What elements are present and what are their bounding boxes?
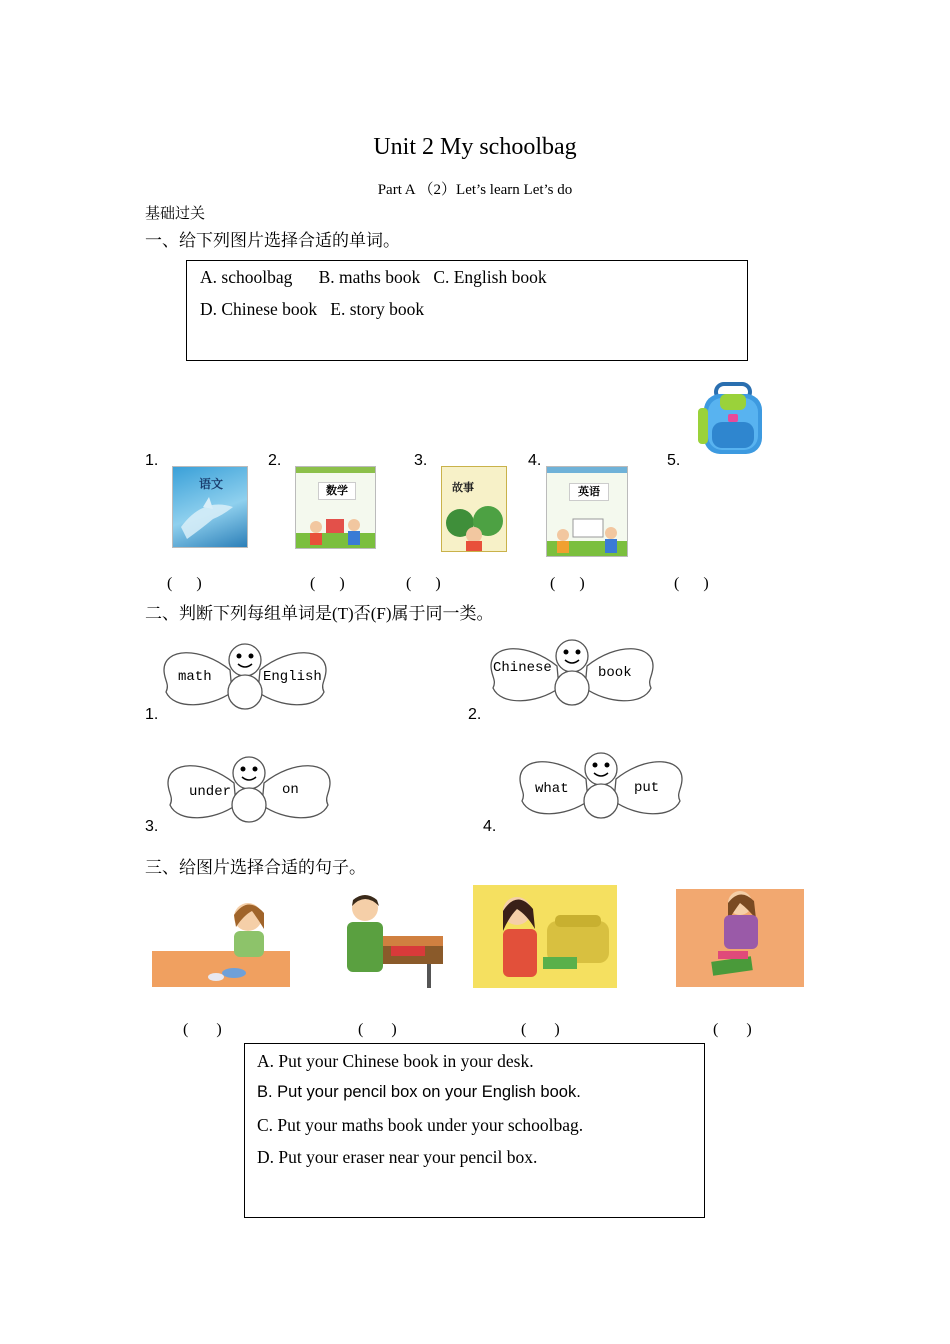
word-options-line-2: D. Chinese book E. story book — [200, 299, 425, 319]
chinese-book-label: 语文 — [199, 477, 224, 491]
pair-number-3: 3. — [145, 818, 159, 835]
english-book-image — [546, 466, 628, 557]
boy-desk-picture — [327, 892, 447, 988]
children-illustration — [296, 501, 376, 549]
pair-4-right-word: put — [634, 780, 660, 796]
pair-1-right-word: English — [263, 669, 322, 685]
pair-3-left-word: under — [189, 784, 232, 800]
butterfly-1 — [160, 640, 330, 714]
answer-blank-5[interactable]: ( ) — [674, 575, 709, 592]
butterfly-3 — [164, 753, 334, 827]
section-3-heading: 三、给图片选择合适的句子。 — [145, 858, 366, 877]
pair-number-4: 4. — [483, 818, 497, 835]
item-number-1: 1. — [145, 452, 159, 469]
sentence-options-box — [244, 1043, 705, 1218]
girl-schoolbag-picture — [473, 885, 617, 988]
classroom-illustration — [547, 505, 628, 557]
english-book-label: 英语 — [569, 483, 609, 501]
word-options-line-1: A. schoolbag B. maths book C. English book — [200, 267, 547, 287]
pair-4-left-word: what — [535, 781, 569, 797]
story-book-label: 故事 — [452, 482, 474, 494]
section-1-heading: 一、给下列图片选择合适的单词。 — [145, 231, 400, 250]
answer-blank-1[interactable]: ( ) — [167, 575, 202, 592]
maths-book-image — [295, 466, 376, 549]
schoolbag-icon — [694, 382, 772, 456]
page-title: Unit 2 My schoolbag — [373, 134, 577, 160]
pair-3-right-word: on — [282, 782, 299, 798]
picture-answer-4[interactable]: ( ) — [713, 1021, 752, 1038]
sentence-c: C. Put your maths book under your schoolbag. — [257, 1115, 584, 1135]
page-subtitle: Part A （2）Let’s learn Let’s do — [377, 182, 573, 198]
pair-2-right-word: book — [598, 665, 632, 681]
section-2-heading: 二、判断下列每组单词是(T)否(F)属于同一类。 — [145, 604, 494, 623]
answer-blank-4[interactable]: ( ) — [550, 575, 585, 592]
pair-number-2: 2. — [468, 706, 482, 723]
picture-answer-2[interactable]: ( ) — [358, 1021, 397, 1038]
girl-pencilbox-picture — [676, 889, 804, 987]
forest-illustration — [442, 501, 507, 552]
item-number-2: 2. — [268, 452, 282, 469]
sentence-b: B. Put your pencil box on your English book. — [257, 1083, 581, 1101]
butterfly-2 — [487, 636, 657, 710]
sentence-d: D. Put your eraser near your pencil box. — [257, 1147, 538, 1167]
pair-1-left-word: math — [178, 669, 212, 685]
answer-blank-2[interactable]: ( ) — [310, 575, 345, 592]
pair-2-left-word: Chinese — [493, 660, 552, 676]
word-options-box — [186, 260, 748, 361]
pair-number-1: 1. — [145, 706, 159, 723]
item-number-4: 4. — [528, 452, 542, 469]
answer-blank-3[interactable]: ( ) — [406, 575, 441, 592]
sentence-a: A. Put your Chinese book in your desk. — [257, 1051, 534, 1071]
maths-book-label: 数学 — [318, 482, 356, 500]
story-book-image — [441, 466, 507, 552]
item-number-5: 5. — [667, 452, 681, 469]
level-label: 基础过关 — [145, 206, 206, 222]
butterfly-4 — [516, 749, 686, 823]
picture-answer-3[interactable]: ( ) — [521, 1021, 560, 1038]
picture-answer-1[interactable]: ( ) — [183, 1021, 222, 1038]
girl-eraser-picture — [152, 893, 290, 987]
chinese-book-image — [172, 466, 248, 548]
item-number-3: 3. — [414, 452, 428, 469]
